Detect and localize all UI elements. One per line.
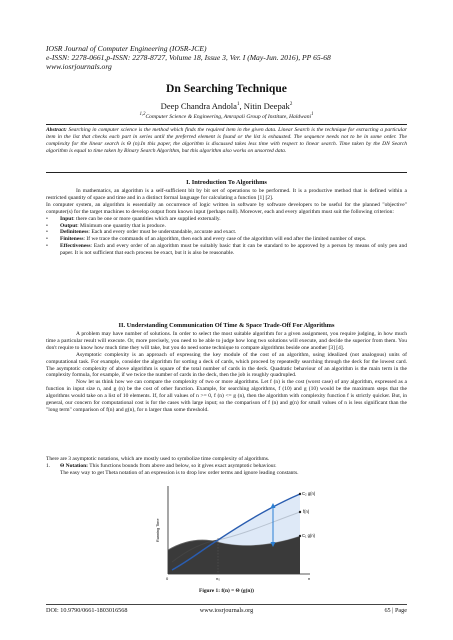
point-marker	[299, 511, 301, 513]
bullet-dot: •	[46, 222, 48, 229]
label-c2g: C₂ g(n)	[302, 491, 316, 496]
paragraph: Now let us think how we can compare the complexity of two or more algorithms. Let f (n) is the cost (worst case) of any algorithm, expressed as a function in input size n, and g (n) be the cost of other function. Example, for searching algorithms, f (10) and g (10) would be the maximum steps that the algorithms would take on a list of 10 elements. If, for all values of n >= 0, f (n) <= g (n), then the algorithm with complexity function f is strictly quicker. But, in general, our concern for computational cost is for the cases with large input; so the comparison of f (n) and g(n) for small values of n is less significant than the "long term" comparison of f(n) and g(n), for n larger than some threshold.	[46, 379, 407, 413]
bullet-item	[46, 243, 407, 257]
footer-rule	[46, 604, 407, 605]
paragraph: In mathematics, an algorithm is a self-sufficient bit by bit set of operations to be performed. It is a productive method that is defined within a restricted quantity of space and time and in a distinct formal language for calculating a function [1] [2].	[46, 188, 407, 201]
paragraph: There are 3 asymptotic notations, which are mostly used to symbolize time complexity of algorithms.	[46, 456, 270, 462]
bullet-text: : If we trace the commands of an algorithm, then each and every case of the algorithm will end after the limited number of steps.	[83, 236, 367, 243]
abstract-top-rule	[46, 124, 407, 125]
author-separator: ,	[239, 101, 244, 111]
section2-list	[46, 456, 407, 477]
point-marker	[299, 493, 301, 495]
n-label: n	[308, 576, 311, 581]
paragraph: Asymptotic complexity is an approach of expressing the key module of the cost of an algorithm, using idealized (not analogous) units of computational task. For example, consider the algorithm for sorting a deck of cards, which proceed by repeatedly searching through the deck for the lowest card. The asymptotic complexity of above algorithm is square of the total number of cards in the deck. Quadratic behaviour of an algorithm is the main term in the complexity formula, for example, if we twice the number of cards in the deck, then the job is roughly quadrupled.	[46, 351, 407, 379]
item-text: The easy way to get Theta notation of an expression is to drop low order terms and ignore leading constants.	[60, 469, 299, 476]
bullet-dot: •	[46, 243, 48, 250]
label-fn: f(n)	[303, 509, 310, 514]
abstract	[46, 127, 407, 155]
author-name: Nitin Deepak	[243, 101, 290, 111]
abstract-label: Abstract:	[46, 127, 67, 133]
bullet-text: : Minimum one quantity that is produce.	[77, 222, 166, 229]
bullet-term: Input	[60, 215, 74, 222]
paragraph: A problem may have number of solutions. In order to select the most suitable algorithm for a given assignment, you require judging, in how much time a particular result will execute. Or, more precisely, you need to be able to judge how long two solutions will execute, and decide the superior from them. You don't require to know how much time they will take, but you do need some technique to compare algorithms beside one another [3] [4].	[46, 331, 407, 351]
author-name: Deep Chandra Andola	[160, 101, 237, 111]
theta-notation-figure	[150, 482, 320, 585]
affiliation-text: Computer Science & Engineering, Amrapali Group of Institute, Haldwani	[145, 113, 312, 120]
label-c1g: C₁ g(n)	[302, 533, 316, 538]
section2-body	[46, 331, 407, 414]
item-number: 1.	[46, 462, 51, 469]
y-axis-label: Running Time	[156, 518, 160, 542]
paragraph: In computer system, an algorithm is essentially an occurrence of logic written in software by software developers to be useful for the planned "objective" computer(s) for the target machines to develop output from known input (perhaps null). Moreover, each and every algorithm must suit the following criterion:	[46, 201, 407, 215]
journal-url: www.iosrjournals.org	[46, 62, 112, 72]
abstract-bottom-rule	[46, 172, 407, 173]
bullet-dot: •	[46, 236, 48, 243]
footer-site: www.iosrjournals.org	[199, 607, 254, 614]
bullet-term: Finiteness	[60, 236, 84, 243]
point-marker	[299, 535, 301, 537]
journal-issn: e-ISSN: 2278-0661,p-ISSN: 2278-8727, Volume 18, Issue 3, Ver. I (May-Jun. 2016), PP 65-68	[46, 53, 331, 63]
affiliation-sup: 1,2	[139, 112, 146, 117]
affiliation	[0, 112, 453, 120]
section-heading: I. Introduction To Algorithms	[186, 179, 267, 186]
section-heading: II. Understanding Communication Of Time & Space Trade-Off For Algorithms	[118, 322, 335, 329]
bullet-dot: •	[46, 215, 48, 222]
numbered-item-cont	[46, 470, 407, 477]
affiliation-sup-end: 1	[311, 112, 314, 117]
paper-title: Dn Searching Technique	[166, 82, 287, 95]
author-sup: 1	[237, 102, 240, 108]
footer-doi: DOI: 10.9790/0661-1803016568	[46, 607, 128, 614]
n0-label: n₀	[216, 576, 220, 581]
bullet-text: : there can be one or more quantities which are supplied externally.	[73, 215, 221, 222]
bullet-term: Output	[60, 222, 78, 229]
abstract-text: Searching in computer science is the method which finds the required item in the given data. Linear Search is the technique for extracting a particular item in the list that checks each part in series until the preferred element is found or the list is exhausted. The sequence needs not to be in some order. The complexity for the linear search is Θ (n).In this paper, the algorithm is discussed takes less time with respect to linear search. Time taken by the DN Search algorithm is equal to time taken by Binary Search Algorithm, but this algorithm also works on unsorted data.	[46, 127, 407, 155]
origin-label: 0	[166, 576, 169, 581]
bullet-item	[46, 216, 407, 223]
journal-name: IOSR Journal of Computer Engineering (IOSR-JCE)	[46, 44, 207, 53]
bullet-term: Effectiveness	[60, 243, 91, 250]
item-term: Θ Notation:	[60, 462, 88, 469]
item-text: This functions bounds from above and below, so it gives exact asymptotic behaviour.	[87, 462, 277, 469]
theta-band	[218, 494, 300, 545]
bullet-text: : Each and every order must be understandable, accurate and exact.	[88, 229, 237, 236]
author-sup: 2	[289, 102, 293, 108]
bullet-term: Definiteness	[60, 229, 89, 236]
bullet-text: : Each and every order of an algorithm must be suitably basic that it can be standard to be approved by a person by means of only pen and paper. It is not sufficient that each process be exact, but it is also be reasonable.	[60, 243, 407, 257]
numbered-item	[46, 463, 407, 470]
footer-page: 65 | Page	[384, 607, 407, 614]
journal-header	[46, 44, 331, 72]
section1-body	[46, 188, 407, 257]
bullet-dot: •	[46, 229, 48, 236]
figure-caption: Figure 1: f(n) = Θ (g(n))	[199, 588, 254, 594]
authors	[0, 101, 453, 111]
bullet-item	[46, 223, 407, 230]
